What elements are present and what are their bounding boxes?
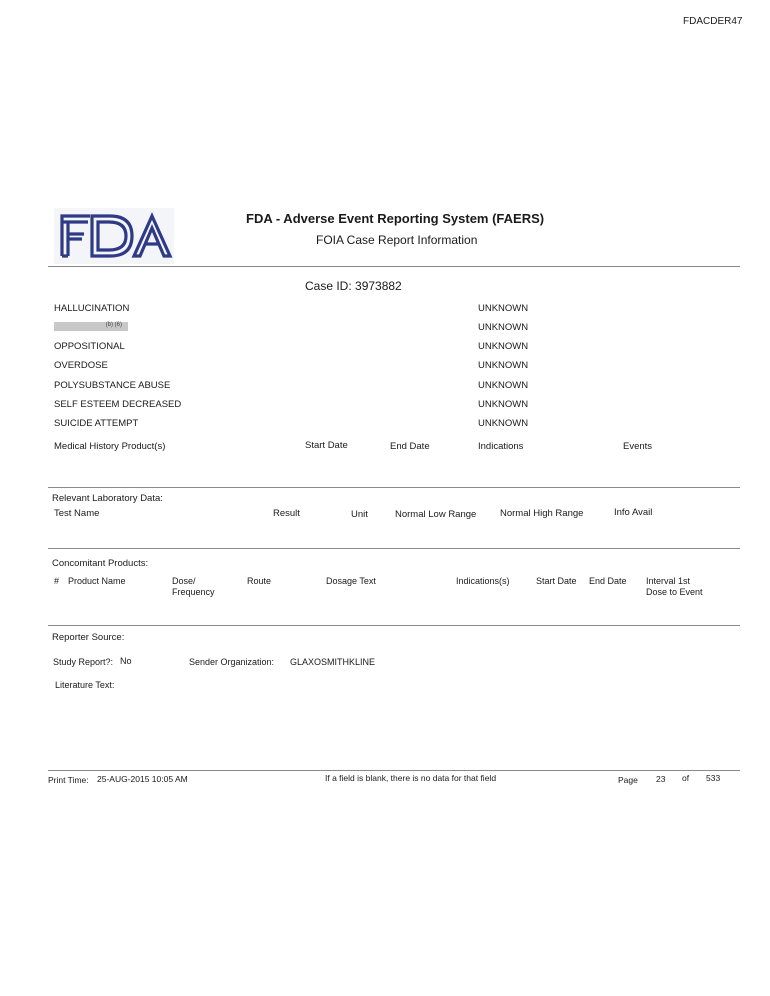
concomitant-product-name-header: Product Name bbox=[68, 576, 126, 586]
event-outcome: UNKNOWN bbox=[478, 399, 529, 410]
event-name: SELF ESTEEM DECREASED bbox=[54, 399, 182, 410]
event-outcome: UNKNOWN bbox=[478, 380, 529, 391]
event-outcome: UNKNOWN bbox=[478, 360, 529, 371]
page-label: Page bbox=[618, 775, 638, 785]
redaction-box bbox=[54, 322, 128, 331]
event-name: OVERDOSE bbox=[54, 360, 108, 371]
lab-info-avail-header: Info Avail bbox=[614, 507, 653, 518]
concomitant-section-title: Concomitant Products: bbox=[52, 558, 149, 569]
print-time-value: 25-AUG-2015 10:05 AM bbox=[97, 774, 188, 784]
concomitant-interval-header-line2: Dose to Event bbox=[646, 587, 703, 597]
divider bbox=[48, 625, 740, 626]
lab-section-title: Relevant Laboratory Data: bbox=[52, 493, 163, 504]
event-name: POLYSUBSTANCE ABUSE bbox=[54, 380, 171, 391]
event-outcome: UNKNOWN bbox=[478, 341, 529, 352]
event-name: OPPOSITIONAL bbox=[54, 341, 125, 352]
concomitant-route-header: Route bbox=[247, 576, 272, 586]
medical-history-product-header: Medical History Product(s) bbox=[54, 441, 166, 452]
event-name: SUICIDE ATTEMPT bbox=[54, 418, 139, 429]
case-id: Case ID: 3973882 bbox=[305, 279, 402, 293]
lab-result-header: Result bbox=[273, 508, 300, 519]
event-outcome: UNKNOWN bbox=[478, 303, 529, 314]
concomitant-start-date-header: Start Date bbox=[536, 576, 577, 586]
footer-divider bbox=[48, 770, 740, 771]
event-name: HALLUCINATION bbox=[54, 303, 130, 314]
literature-text-label: Literature Text: bbox=[55, 680, 115, 690]
sender-organization-value: GLAXOSMITHKLINE bbox=[290, 657, 376, 667]
sender-organization-label: Sender Organization: bbox=[189, 657, 275, 667]
page-total: 533 bbox=[706, 773, 721, 783]
event-outcome: UNKNOWN bbox=[478, 322, 529, 333]
reporter-section-title: Reporter Source: bbox=[52, 632, 125, 643]
lab-unit-header: Unit bbox=[351, 509, 368, 520]
concomitant-dose-header: Dose/ bbox=[172, 576, 196, 586]
medical-history-start-date-header: Start Date bbox=[305, 440, 348, 451]
medical-history-end-date-header: End Date bbox=[390, 441, 430, 452]
print-time-label: Print Time: bbox=[48, 775, 89, 785]
study-report-label: Study Report?: bbox=[53, 657, 114, 667]
page-number: 23 bbox=[656, 774, 666, 784]
lab-normal-high-header: Normal High Range bbox=[500, 508, 584, 519]
redaction-code: (b) (6) bbox=[105, 322, 122, 328]
concomitant-interval-header: Interval 1st bbox=[646, 576, 691, 586]
divider bbox=[48, 487, 740, 488]
footer-note: If a field is blank, there is no data for that field bbox=[325, 773, 497, 783]
fda-logo bbox=[54, 208, 174, 264]
report-subtitle: FOIA Case Report Information bbox=[316, 233, 478, 247]
concomitant-indications-header: Indications(s) bbox=[456, 576, 510, 586]
report-title: FDA - Adverse Event Reporting System (FAERS) bbox=[246, 211, 545, 226]
medical-history-events-header: Events bbox=[623, 441, 653, 452]
of-label: of bbox=[682, 773, 690, 783]
concomitant-number-header: # bbox=[54, 576, 60, 586]
lab-test-name-header: Test Name bbox=[54, 508, 100, 519]
concomitant-end-date-header: End Date bbox=[589, 576, 627, 586]
lab-normal-low-header: Normal Low Range bbox=[395, 509, 477, 520]
divider bbox=[48, 266, 740, 267]
event-outcome: UNKNOWN bbox=[478, 418, 529, 429]
concomitant-dosage-text-header: Dosage Text bbox=[326, 576, 376, 586]
divider bbox=[48, 548, 740, 549]
document-code: FDACDER47 bbox=[683, 16, 743, 27]
concomitant-frequency-header: Frequency bbox=[172, 587, 215, 597]
study-report-value: No bbox=[120, 656, 132, 666]
medical-history-indications-header: Indications bbox=[478, 441, 524, 452]
